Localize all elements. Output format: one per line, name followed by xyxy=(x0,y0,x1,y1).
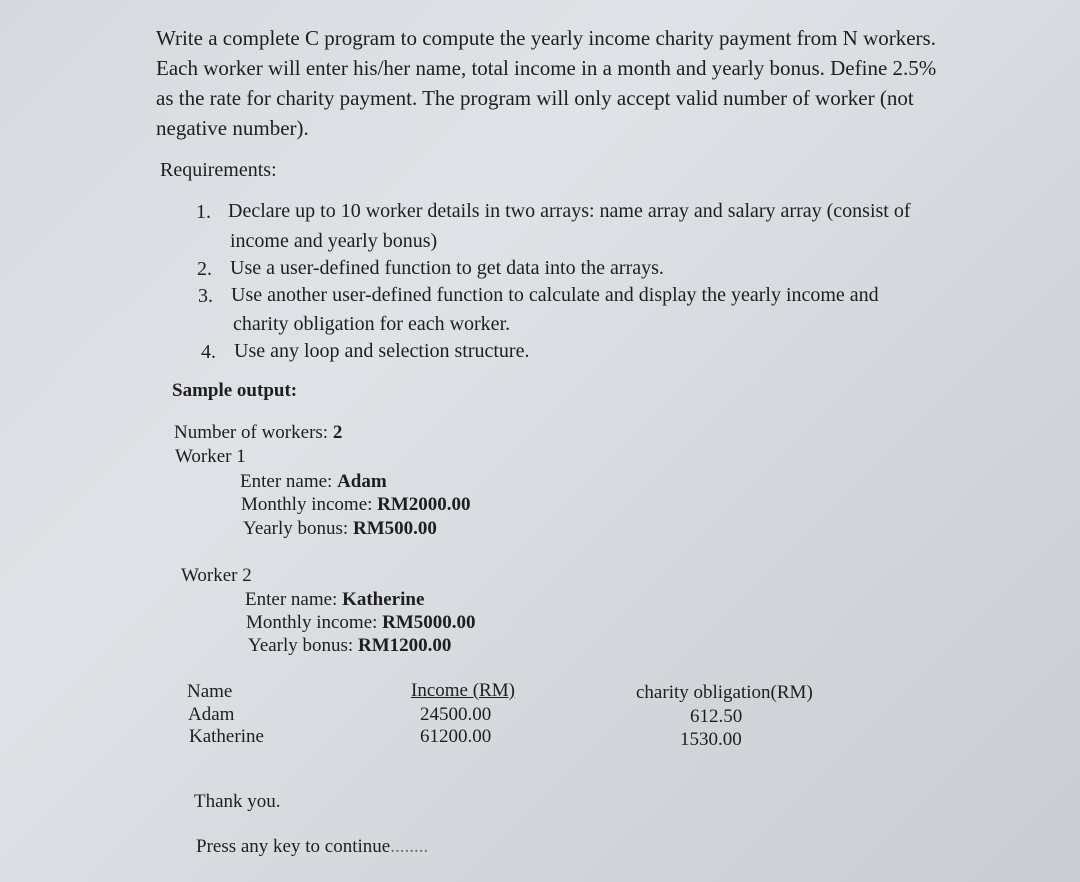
worker-1-label: Worker 1 xyxy=(175,446,246,467)
intro-line-1: Write a complete C program to compute the yearly income charity payment from N workers. xyxy=(156,26,936,50)
workers-count-value: 2 xyxy=(332,422,343,443)
worker-1-name: Adam xyxy=(337,471,387,492)
workers-count-line xyxy=(174,423,342,442)
table-cell-charity: 612.50 xyxy=(690,706,743,727)
worker-1-name-line xyxy=(240,472,387,491)
worker-2-name: Katherine xyxy=(342,589,425,610)
workers-count-label: Number of workers: xyxy=(174,422,329,443)
bonus-label: Yearly bonus: xyxy=(248,635,354,656)
worker-1-income-line xyxy=(241,495,471,514)
intro-line-3: as the rate for charity payment. The program will only accept valid number of worker (not xyxy=(156,86,914,110)
thanks-text: Thank you. xyxy=(194,791,281,812)
income-label: Monthly income: xyxy=(241,494,373,515)
name-label: Enter name: xyxy=(245,589,338,610)
req-item-1-line-1: Declare up to 10 worker details in two arrays: name array and salary array (consist of xyxy=(228,200,911,222)
worker-1-bonus-line xyxy=(243,519,437,538)
press-key-line xyxy=(196,837,428,856)
worker-2-bonus-line xyxy=(248,636,451,655)
press-key-text: Press any key to continue xyxy=(196,836,391,857)
table-header-income: Income (RM) xyxy=(411,680,515,701)
sample-output-title: Sample output: xyxy=(172,380,298,401)
income-label: Monthly income: xyxy=(246,612,378,633)
worker-2-income: RM5000.00 xyxy=(382,612,476,633)
worker-2-label: Worker 2 xyxy=(181,565,252,586)
worker-1-bonus: RM500.00 xyxy=(352,518,437,539)
worker-2-name-line xyxy=(245,590,424,609)
name-label: Enter name: xyxy=(240,471,333,492)
table-cell-income: 24500.00 xyxy=(420,704,492,725)
req-item-2-line-1: Use a user-defined function to get data into the arrays. xyxy=(230,257,664,279)
table-header-name: Name xyxy=(187,681,233,702)
req-item-3-line-2: charity obligation for each worker. xyxy=(233,313,511,335)
req-item-3-line-1: Use another user-defined function to calculate and display the yearly income and xyxy=(231,284,879,306)
table-cell-charity: 1530.00 xyxy=(680,729,742,750)
req-item-number: 4. xyxy=(201,341,216,363)
press-key-dots: ........ xyxy=(390,836,429,857)
intro-line-2: Each worker will enter his/her name, total income in a month and yearly bonus. Define 2.5% xyxy=(156,56,937,80)
req-item-4-line-1: Use any loop and selection structure. xyxy=(234,340,530,362)
req-item-1-line-2: income and yearly bonus) xyxy=(230,230,438,252)
worker-2-bonus: RM1200.00 xyxy=(357,635,452,656)
req-item-number: 2. xyxy=(197,258,212,280)
bonus-label: Yearly bonus: xyxy=(243,518,349,539)
intro-line-4: negative number). xyxy=(156,116,309,140)
table-cell-name: Katherine xyxy=(189,726,264,747)
table-header-charity: charity obligation(RM) xyxy=(636,682,813,703)
worker-2-income-line xyxy=(246,613,476,632)
requirements-title: Requirements: xyxy=(160,159,277,181)
table-cell-name: Adam xyxy=(188,704,235,725)
table-cell-income: 61200.00 xyxy=(420,726,492,747)
req-item-number: 1. xyxy=(196,201,211,223)
worker-1-income: RM2000.00 xyxy=(377,494,471,515)
req-item-number: 3. xyxy=(198,285,213,307)
